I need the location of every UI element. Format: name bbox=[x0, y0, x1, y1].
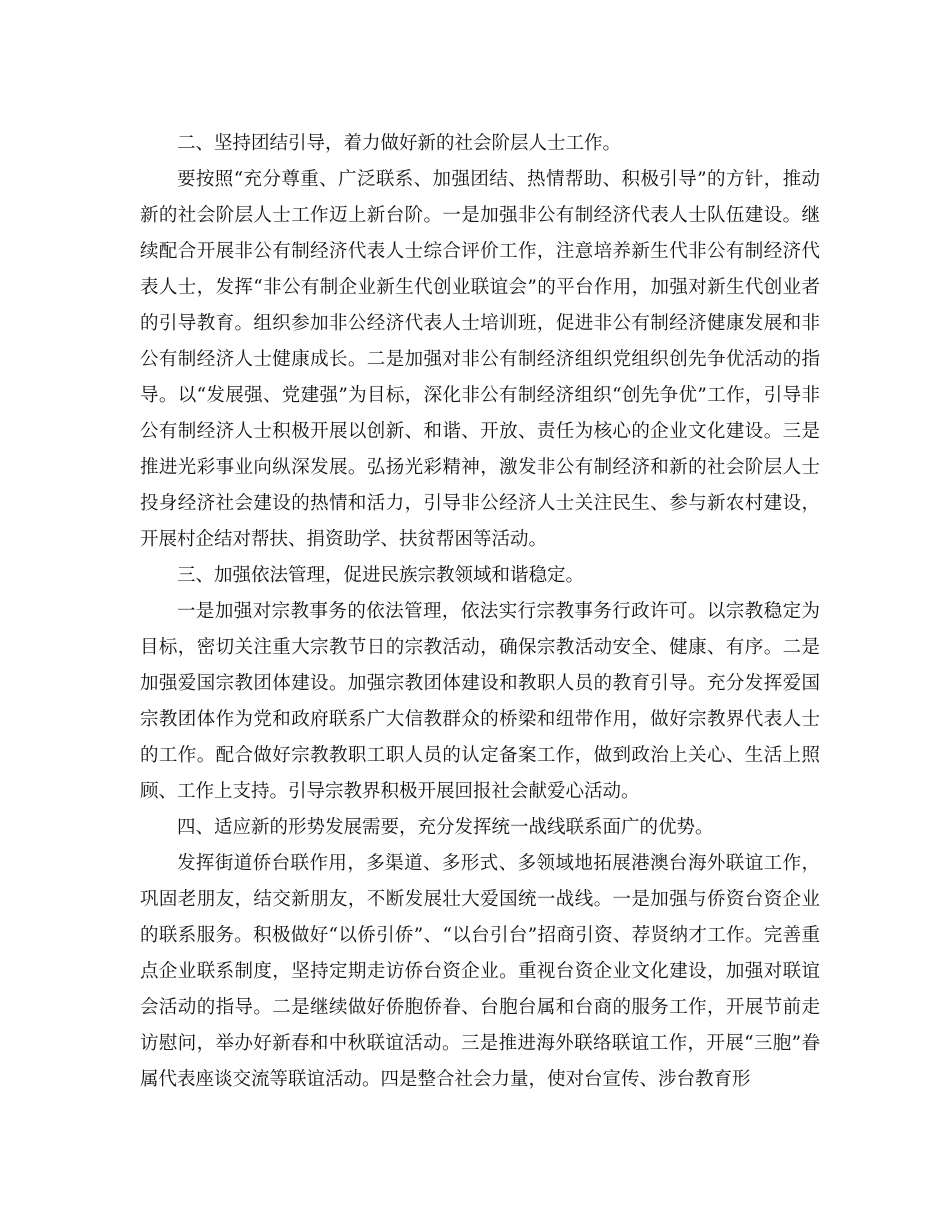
body-paragraph-2: 一是加强对宗教事务的依法管理，依法实行宗教事务行政许可。以宗教稳定为目标，密切关注重大宗教节日的宗教活动，确保宗教活动安全、健康、有序。二是加强爱国宗教团体建设。加强宗教团体建设和教职人员的教育引导。充分发挥爱国宗教团体作为党和政府联系广大信教群众的桥梁和纽带作用，做好宗教界代表人士的工作。配合做好宗教教职工职人员的认定备案工作，做到政治上关心、生活上照顾、工作上支持。引导宗教界积极开展回报社会献爱心活动。 bbox=[140, 601, 820, 802]
section-heading-3: 三、加强依法管理，促进民族宗教领域和谐稳定。 bbox=[177, 565, 585, 586]
section-heading-4: 四、适应新的形势发展需要，充分发挥统一战线联系面广的优势。 bbox=[177, 817, 714, 838]
body-paragraph-1: 要按照“充分尊重、广泛联系、加强团结、热情帮助、积极引导”的方针，推动新的社会阶层人士工作迈上新台阶。一是加强非公有制经济代表人士队伍建设。继续配合开展非公有制经济代表人士综合评价工作，注意培养新生代非公有制经济代表人士，发挥“非公有制企业新生代创业联谊会”的平台作用，加强对新生代创业者的引导教育。组织参加非公经济代表人士培训班，促进非公有制经济健康发展和非公有制经济人士健康成长。二是加强对非公有制经济组织党组织创先争优活动的指导。以“发展强、党建强”为目标，深化非公有制经济组织“创先争优”工作，引导非公有制经济人士积极开展以创新、和谐、开放、责任为核心的企业文化建设。三是推进光彩事业向纵深发展。弘扬光彩精神，激发非公有制经济和新的社会阶层人士投身经济社会建设的热情和活力，引导非公经济人士关注民生、参与新农村建设，开展村企结对帮扶、捐资助学、扶贫帮困等活动。 bbox=[140, 169, 820, 550]
body-paragraph-3: 发挥街道侨台联作用，多渠道、多形式、多领域地拓展港澳台海外联谊工作，巩固老朋友，结交新朋友，不断发展壮大爱国统一战线。一是加强与侨资台资企业的联系服务。积极做好“以侨引侨”、“以台引台”招商引资、荐贤纳才工作。完善重点企业联系制度，坚持定期走访侨台资企业。重视台资企业文化建设，加强对联谊会活动的指导。二是继续做好侨胞侨眷、台胞台属和台商的服务工作，开展节前走访慰问，举办好新春和中秋联谊活动。三是推进海外联络联谊工作，开展“三胞”眷属代表座谈交流等联谊活动。四是整合社会力量，使对台宣传、涉台教育形 bbox=[140, 853, 820, 1090]
document-page bbox=[140, 126, 820, 1098]
section-heading-2: 二、坚持团结引导，着力做好新的社会阶层人士工作。 bbox=[177, 133, 622, 154]
